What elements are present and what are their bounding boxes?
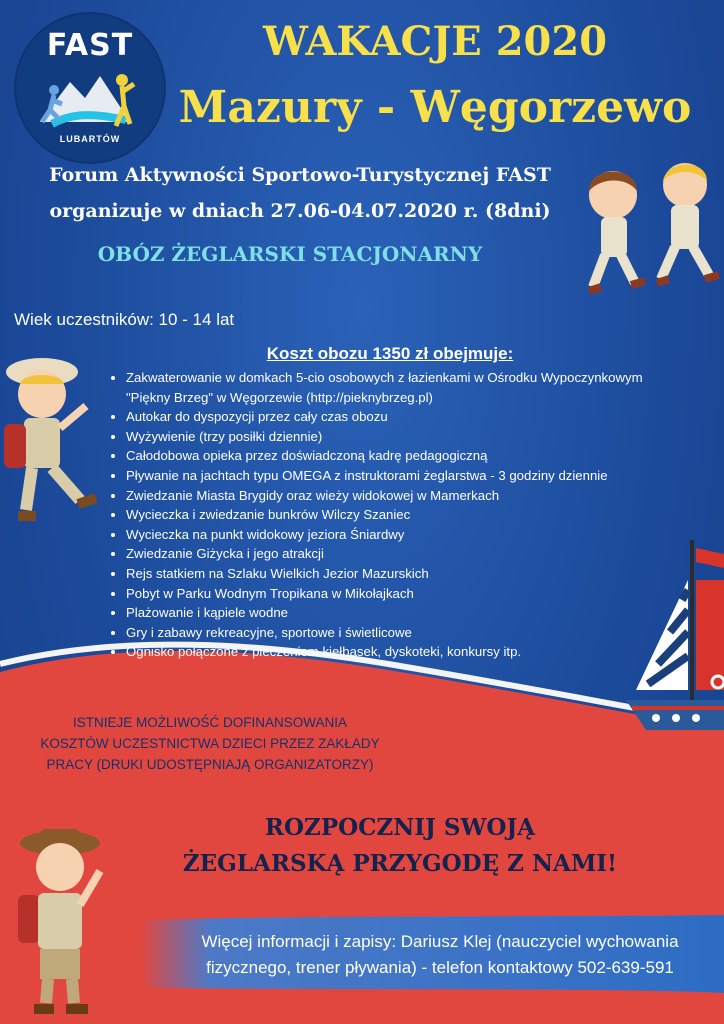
funding-line1: ISTNIEJE MOŻLIWOŚĆ DOFINANSOWANIA xyxy=(72,715,347,730)
contact-line2: fizycznego, trener pływania) - telefon kontaktowy 502-639-591 xyxy=(206,958,674,977)
list-item: • Zwiedzanie Giżycka i jego atrakcji xyxy=(126,544,686,564)
age-info: Wiek uczestników: 10 - 14 lat xyxy=(14,310,235,329)
logo-city: LUBARTÓW xyxy=(59,134,121,144)
running-kids-illustration xyxy=(575,155,724,305)
fast-logo xyxy=(14,12,166,164)
sailboat-illustration xyxy=(626,540,724,750)
cost-heading: Koszt obozu 1350 zł obejmuje: xyxy=(266,344,514,363)
mountain-icon xyxy=(30,62,150,134)
logo-name: FAST xyxy=(46,28,134,63)
camp-type: OBÓZ ŻEGLARSKI STACJONARNY xyxy=(97,242,483,266)
funding-notice xyxy=(0,712,420,775)
list-item: • Plażowanie i kąpiele wodne xyxy=(126,603,686,623)
title-line2: Mazury - Węgorzewo xyxy=(178,82,692,133)
list-item: • Gry i zabawy rekreacyjne, sportowe i świetlicowe xyxy=(126,623,686,643)
list-item: • Wycieczka na punkt widokowy jeziora Śniardwy xyxy=(126,525,686,545)
scout-boy-illustration xyxy=(8,825,118,1020)
contact-line1: Więcej informacji i zapisy: Dariusz Klej (nauczyciel wychowania xyxy=(201,932,679,951)
title-line1: WAKACJE 2020 xyxy=(262,18,608,65)
contact-info xyxy=(160,929,720,981)
list-item: • Wycieczka i zwiedzanie bunkrów Wilczy Szaniec xyxy=(126,505,686,525)
list-item: • Zakwaterowanie w domkach 5-cio osobowych z łazienkami w Ośrodku Wypoczynkowym "Piękny Brzeg" w Węgorzewie (http://pieknybrzeg.pl) xyxy=(126,368,686,407)
list-item: • Pływanie na jachtach typu OMEGA z instruktorami żeglarstwa - 3 godziny dziennie xyxy=(126,466,686,486)
slogan-line2: ŻEGLARSKĄ PRZYGODĘ Z NAMI! xyxy=(182,850,618,877)
funding-line3: PRACY (DRUKI UDOSTĘPNIAJĄ ORGANIZATORZY) xyxy=(46,757,374,772)
list-item: • Zwiedzanie Miasta Brygidy oraz wieży widokowej w Mamerkach xyxy=(126,486,686,506)
intro-line1: Forum Aktywności Sportowo-Turystycznej FAST xyxy=(49,164,551,186)
list-item: • Autokar do dyspozycji przez cały czas obozu xyxy=(126,407,686,427)
list-item: • Całodobowa opieka przez doświadczoną kadrę pedagogiczną xyxy=(126,446,686,466)
slogan-line1: ROZPOCZNIJ SWOJĄ xyxy=(264,814,536,841)
intro-line2: organizuje w dniach 27.06-04.07.2020 r. (8dni) xyxy=(49,200,551,222)
includes-list xyxy=(110,368,686,662)
funding-line2: KOSZTÓW UCZESTNICTWA DZIECI PRZEZ ZAKŁADY xyxy=(40,736,380,751)
explorer-boy-illustration xyxy=(0,350,110,540)
list-item: • Rejs statkiem na Szlaku Wielkich Jezior Mazurskich xyxy=(126,564,686,584)
list-item: • Ognisko połączone z pieczeniem kiełbasek, dyskoteki, konkursy itp. xyxy=(126,642,686,662)
list-item: • Wyżywienie (trzy posiłki dziennie) xyxy=(126,427,686,447)
list-item: • Pobyt w Parku Wodnym Tropikana w Mikołajkach xyxy=(126,584,686,604)
